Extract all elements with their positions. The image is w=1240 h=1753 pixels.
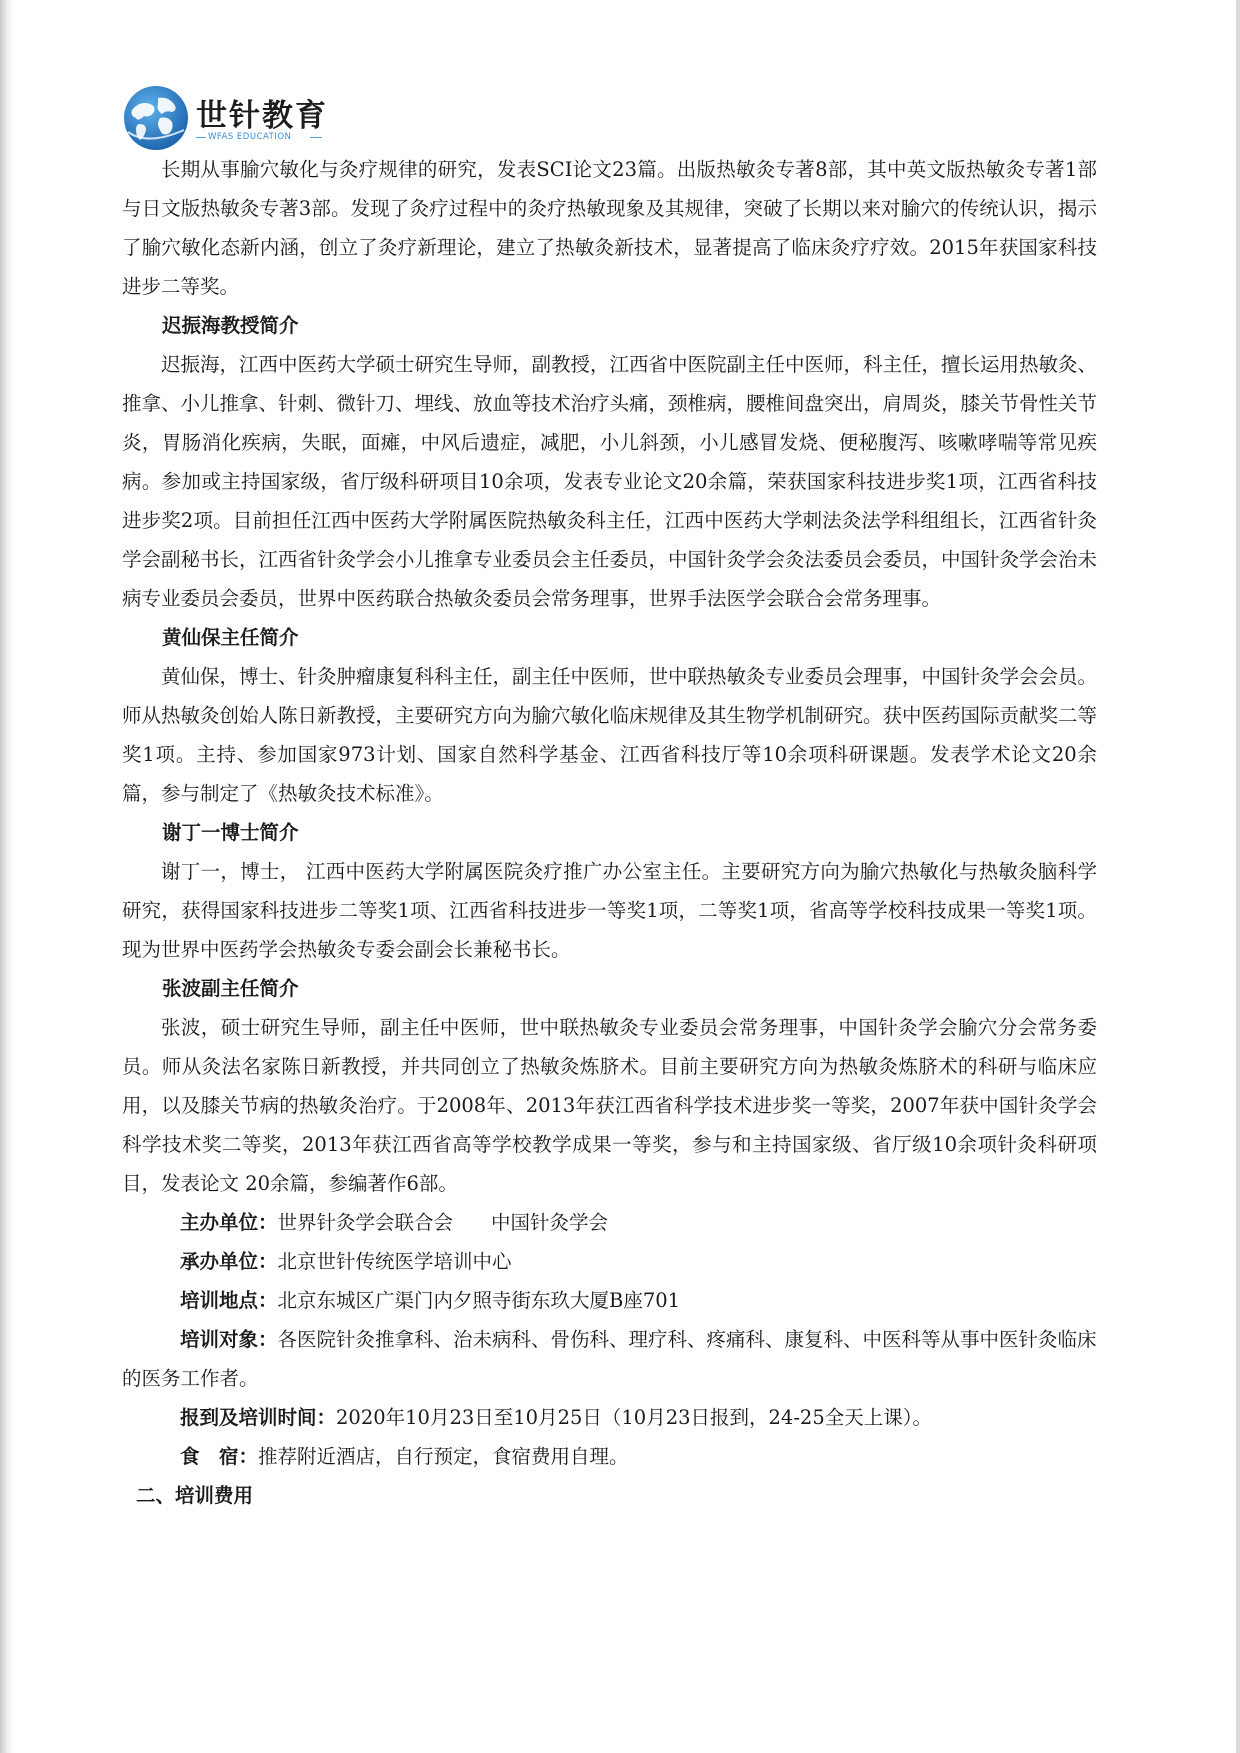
- wfas-education-logo: [122, 84, 332, 156]
- profile-text: 张波，硕士研究生导师，副主任中医师，世中联热敏灸专业委员会常务理事，中国针灸学会腧穴分会常务委员。师从灸法名家陈日新教授，并共同创立了热敏灸炼脐术。目前主要研究方向为热敏灸炼脐术的科研与临床应用，以及膝关节病的热敏灸治疗。于2008年、2013年获江西省科学技术进步奖一等奖，2007年获中国针灸学会科学技术奖二等奖，2013年获江西省高等学校教学成果一等奖，参与和主持国家级、省厅级10余项针灸科研项目，发表论文 20余篇，参编著作6部。: [122, 1016, 1097, 1195]
- organizer-1: 世界针灸学会联合会: [277, 1211, 454, 1234]
- intro-paragraph: 长期从事腧穴敏化与灸疗规律的研究，发表SCI论文23篇。出版热敏灸专著8部，其中英文版热敏灸专著1部与日文版热敏灸专著3部。发现了灸疗过程中的灸疗热敏现象及其规律，突破了长期以来对腧穴的传统认识，揭示了腧穴敏化态新内涵，创立了灸疗新理论，建立了热敏灸新技术，显著提高了临床灸疗疗效。2015年获国家科技进步二等奖。: [122, 158, 1097, 298]
- organizer-line: [122, 1203, 1097, 1242]
- logo-rule-left: [196, 137, 206, 138]
- location-line: [122, 1281, 1097, 1320]
- audience-line: [122, 1320, 1097, 1398]
- logo-rule-right: [310, 137, 322, 138]
- scan-edge: [0, 0, 14, 1753]
- lodging-value: 推荐附近酒店，自行预定，食宿费用自理。: [258, 1445, 629, 1468]
- location-value: 北京东城区广渠门内夕照寺街东玖大厦B座701: [277, 1289, 681, 1312]
- lodging-label: 食 宿：: [180, 1445, 259, 1468]
- profile-heading: 张波副主任简介: [162, 977, 299, 1000]
- host-label: 承办单位：: [180, 1250, 278, 1273]
- audience-value: 各医院针灸推拿科、治未病科、骨伤科、理疗科、疼痛科、康复科、中医科等从事中医针灸临床的医务工作者。: [122, 1328, 1097, 1390]
- logo-title: 世针教育: [196, 98, 328, 134]
- profile-heading: 迟振海教授简介: [162, 314, 299, 337]
- document-body: [122, 150, 1097, 1515]
- host-value: 北京世针传统医学培训中心: [277, 1250, 512, 1273]
- host-line: [122, 1242, 1097, 1281]
- time-line: [122, 1398, 1097, 1437]
- location-label: 培训地点：: [180, 1289, 278, 1312]
- time-value: 2020年10月23日至10月25日（10月23日报到，24-25全天上课）。: [336, 1406, 932, 1429]
- profile-text: 迟振海，江西中医药大学硕士研究生导师，副教授，江西省中医院副主任中医师，科主任，擅长运用热敏灸、推拿、小儿推拿、针刺、微针刀、埋线、放血等技术治疗头痛，颈椎病，腰椎间盘突出，肩周炎，膝关节骨性关节炎，胃肠消化疾病，失眠，面瘫，中风后遗症，减肥，小儿斜颈，小儿感冒发烧、便秘腹泻、咳嗽哮喘等常见疾病。参加或主持国家级，省厅级科研项目10余项，发表专业论文20余篇，荣获国家科技进步奖1项，江西省科技进步奖2项。目前担任江西中医药大学附属医院热敏灸科主任，江西中医药大学刺法灸法学科组组长，江西省针灸学会副秘书长，江西省针灸学会小儿推拿专业委员会主任委员，中国针灸学会灸法委员会委员，中国针灸学会治未病专业委员会委员，世界中医药联合热敏灸委员会常务理事，世界手法医学会联合会常务理事。: [122, 353, 1098, 610]
- scan-edge-right: [1236, 0, 1240, 1753]
- globe-icon: [122, 84, 190, 152]
- audience-label: 培训对象：: [180, 1328, 278, 1351]
- time-label: 报到及培训时间：: [180, 1406, 337, 1429]
- logo-subtitle: WFAS EDUCATION: [208, 132, 292, 142]
- lodging-line: [122, 1437, 1097, 1476]
- profile-text: 谢丁一，博士， 江西中医药大学附属医院灸疗推广办公室主任。主要研究方向为腧穴热敏化与热敏灸脑科学研究，获得国家科技进步二等奖1项、江西省科技进步一等奖1项，二等奖1项，省高等学校科技成果一等奖1项。现为世界中医药学会热敏灸专委会副会长兼秘书长。: [122, 860, 1097, 961]
- profile-heading: 黄仙保主任简介: [162, 626, 299, 649]
- profile-heading: 谢丁一博士简介: [162, 821, 299, 844]
- organizer-2: 中国针灸学会: [491, 1211, 609, 1234]
- profile-text: 黄仙保，博士、针灸肿瘤康复科科主任，副主任中医师，世中联热敏灸专业委员会理事，中国针灸学会会员。师从热敏灸创始人陈日新教授，主要研究方向为腧穴敏化临床规律及其生物学机制研究。获中医药国际贡献奖二等奖1项。主持、参加国家973计划、国家自然科学基金、江西省科技厅等10余项科研课题。发表学术论文20余篇，参与制定了《热敏灸技术标准》。: [122, 665, 1098, 805]
- section-2-heading: 二、培训费用: [136, 1484, 254, 1507]
- organizer-label: 主办单位：: [180, 1211, 278, 1234]
